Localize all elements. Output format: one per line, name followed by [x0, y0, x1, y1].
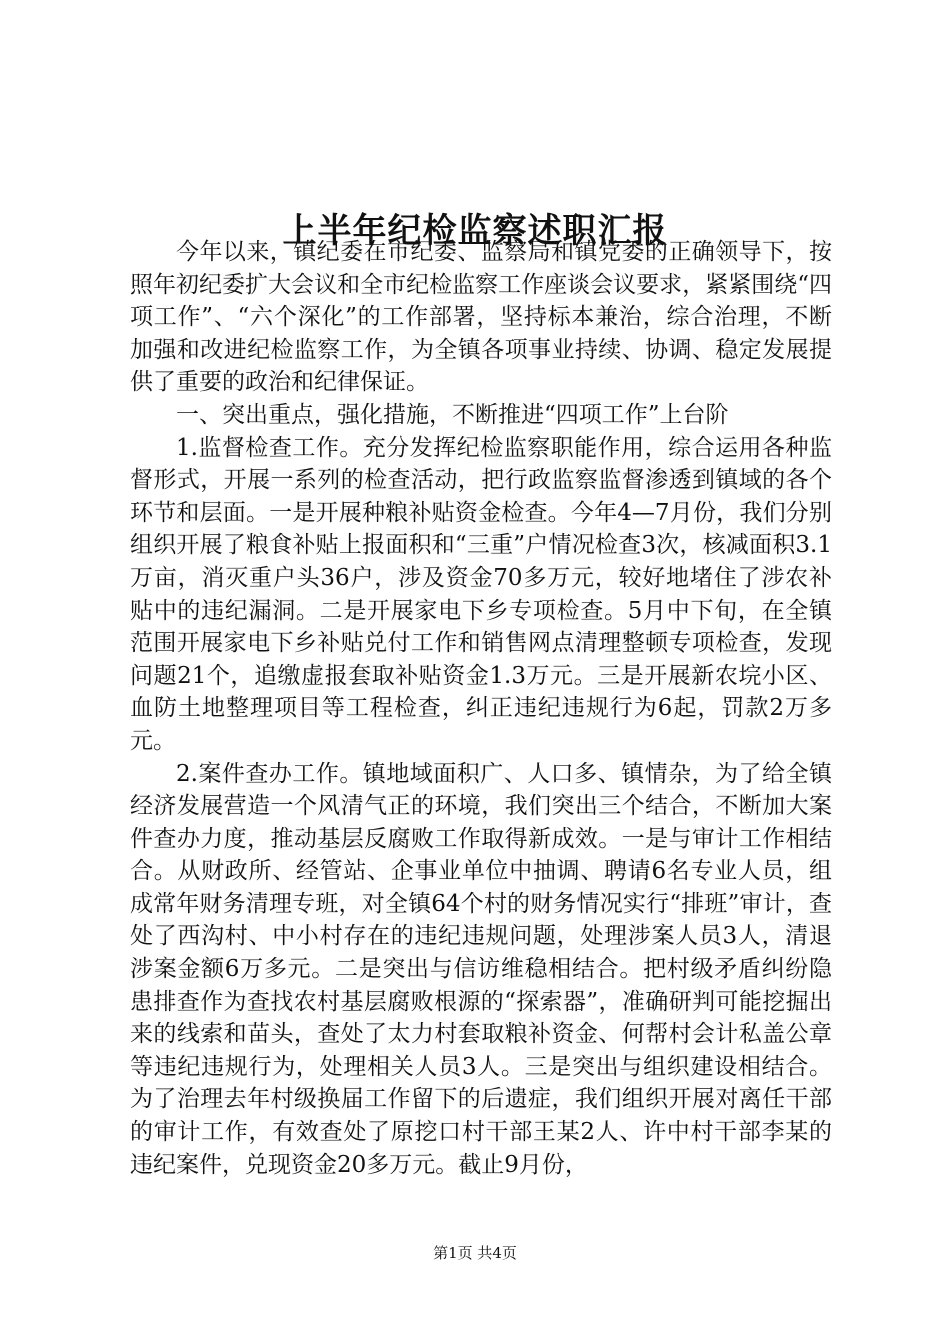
paragraph-supervision: 1.监督检查工作。充分发挥纪检监察职能作用，综合运用各种监督形式，开展一系列的检查活动，把行政监察监督渗透到镇域的各个环节和层面。一是开展种粮补贴资金检查。今年4—7月份，我们分别组织开展了粮食补贴上报面积和“三重”户情况检查3次，核减面积3.1万亩，消灭重户头36户，涉及资金70多万元，较好地堵住了涉农补贴中的违纪漏洞。二是开展家电下乡专项检查。5月中下旬，在全镇范围开展家电下乡补贴兑付工作和销售网点清理整顿专项检查，发现问题21个，追缴虚报套取补贴资金1.3万元。三是开展新农垸小区、血防土地整理项目等工程检查，纠正违纪违规行为6起，罚款2万多元。 [130, 434, 832, 754]
section-heading-1: 一、突出重点，强化措施，不断推进“四项工作”上台阶 [176, 401, 729, 428]
paragraph-intro: 今年以来，镇纪委在市纪委、监察局和镇党委的正确领导下，按照年初纪委扩大会议和全市纪检监察工作座谈会议要求，紧紧围绕“四项工作”、“六个深化”的工作部署，坚持标本兼治，综合治理，不断加强和改进纪检监察工作，为全镇各项事业持续、协调、稳定发展提供了重要的政治和纪律保证。 [130, 239, 832, 396]
paragraph-case-handling: 2.案件查办工作。镇地域面积广、人口多、镇情杂，为了给全镇经济发展营造一个风清气正的环境，我们突出三个结合，不断加大案件查办力度，推动基层反腐败工作取得新成效。一是与审计工作相结合。从财政所、经管站、企事业单位中抽调、聘请6名专业人员，组成常年财务清理专班，对全镇64个村的财务情况实行“排班”审计，查处了西沟村、中小村存在的违纪违规问题，处理涉案人员3人，清退涉案金额6万多元。二是突出与信访维稳相结合。把村级矛盾纠纷隐患排查作为查找农村基层腐败根源的“探索器”，准确研判可能挖掘出来的线索和苗头，查处了太力村套取粮补资金、何帮村会计私盖公章等违纪违规行为，处理相关人员3人。三是突出与组织建设相结合。为了治理去年村级换届工作留下的后遗症，我们组织开展对离任干部的审计工作，有效查处了原挖口村干部王某2人、许中村干部李某的违纪案件，兑现资金20多万元。截止9月份， [130, 760, 832, 1178]
document-body [130, 236, 832, 1181]
document-title: 上半年纪检监察述职汇报 [282, 210, 668, 251]
page-footer: 第1页 共4页 [433, 1244, 517, 1262]
